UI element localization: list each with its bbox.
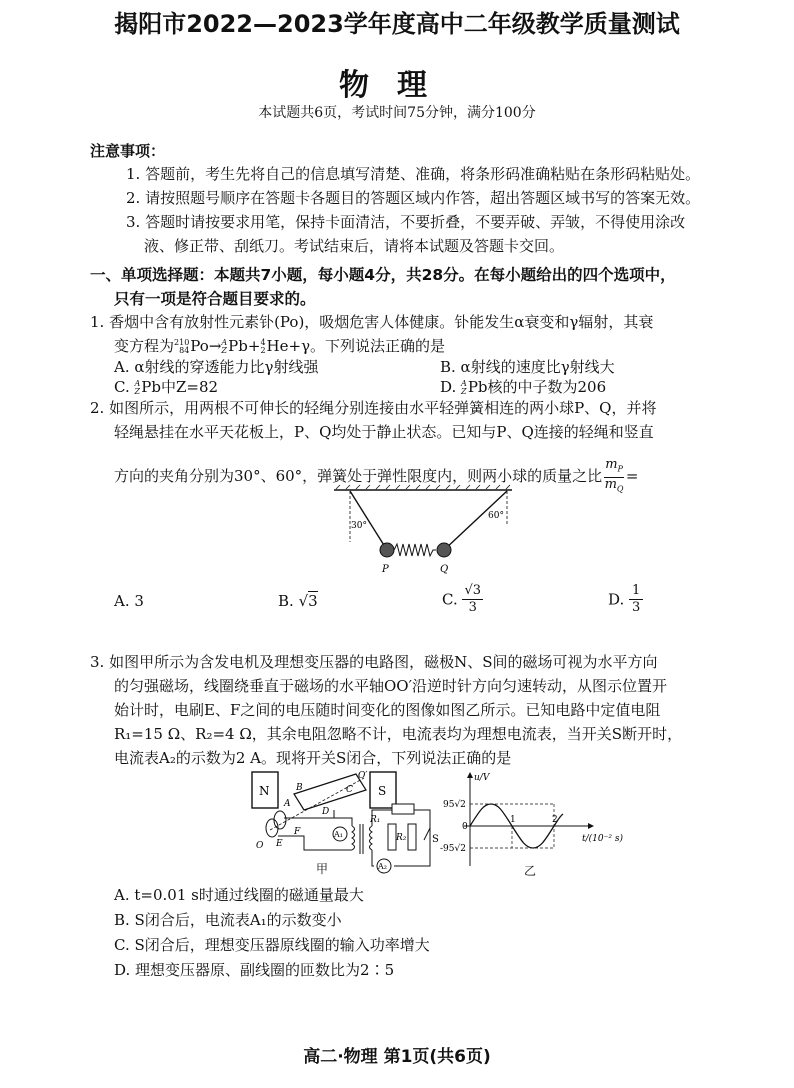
magnet-n-label: N bbox=[259, 784, 270, 798]
coil bbox=[294, 774, 366, 810]
q1-option-c: C. A ZPb中Z=82 bbox=[114, 378, 219, 396]
switch-s bbox=[424, 828, 430, 840]
angle-60-label: 60° bbox=[488, 511, 504, 521]
q3-stem-line5: 电流表A₂的示数为2 A。现将开关S闭合，下列说法正确的是 bbox=[114, 749, 512, 767]
ball-p bbox=[380, 543, 394, 557]
resistor-r2 bbox=[408, 824, 416, 850]
resistor-r1-top bbox=[392, 804, 414, 814]
y-axis-arrow bbox=[467, 772, 473, 778]
label-switch: S bbox=[432, 834, 439, 845]
label-r2: R₂ bbox=[396, 833, 407, 843]
label-b: B bbox=[296, 783, 303, 793]
q1-option-d: D. A ZPb核的中子数为206 bbox=[440, 378, 607, 396]
q3-stem-line3: 始计时，电刷E、F之间的电压随时间变化的图像如图乙所示。已知电路中定值电阻 bbox=[114, 701, 661, 719]
primary-coil bbox=[352, 826, 355, 850]
label-q: Q bbox=[440, 564, 449, 575]
slip-ring-2 bbox=[266, 819, 278, 837]
q2-figure bbox=[330, 484, 520, 580]
q3-figure-voltage-graph bbox=[440, 770, 640, 874]
wire-primary-top bbox=[334, 818, 352, 826]
q1-option-b: B. α射线的速度比γ射线大 bbox=[440, 358, 615, 376]
secondary-coil bbox=[370, 826, 373, 850]
graph-xlabel: t/(10⁻² s) bbox=[582, 834, 623, 844]
label-f: F bbox=[294, 827, 301, 837]
x-axis-arrow bbox=[588, 823, 594, 829]
q3-stem-line2: 的匀强磁场，线圈绕垂直于磁场的水平轴OO′沿逆时针方向匀速转动，从图示位置开 bbox=[114, 677, 668, 695]
notice-item-1: 1. 答题前，考生先将自己的信息填写清楚、准确，将条形码准确粘贴在条形码粘贴处。 bbox=[126, 165, 701, 183]
angle-30-label: 30° bbox=[351, 521, 367, 531]
ammeter-a1-label: A₁ bbox=[334, 830, 343, 839]
graph-zero: 0 bbox=[462, 822, 468, 832]
resistor-r1 bbox=[388, 824, 396, 850]
q1-stem-line2: 变方程为210 84Po→A ZPb+4 2He+γ。下列说法正确的是 bbox=[114, 337, 446, 355]
label-o: O bbox=[256, 841, 264, 851]
q2-mass-ratio: $\frac{m_P}{m_Q}$ bbox=[604, 457, 624, 494]
magnet-s-label: S bbox=[378, 784, 387, 798]
label-o-prime: O′ bbox=[358, 771, 368, 781]
slip-ring-1 bbox=[274, 811, 286, 829]
figure-jia-caption: 甲 bbox=[316, 862, 329, 876]
q2-option-c: C. $\frac{√3}{3}$ bbox=[442, 583, 482, 615]
q1-stem-line1: 1. 香烟中含有放射性元素钋(Po)，吸烟危害人体健康。钋能发生α衰变和γ辐射，其衰 bbox=[90, 313, 654, 331]
graph-ymin: -95√2 bbox=[440, 844, 466, 854]
q3-figure-generator bbox=[244, 770, 444, 878]
notice-heading: 注意事项： bbox=[90, 142, 166, 160]
q1-equation: 210 84Po→A ZPb+4 2He+γ。下列说法正确的是 bbox=[174, 337, 446, 355]
notice-item-3-cont: 液、修正带、刮纸刀。考试结束后，请将本试题及答题卡交回。 bbox=[144, 237, 565, 255]
q3-option-b: B. S闭合后，电流表A₁的示数变小 bbox=[114, 911, 342, 929]
q2-option-a: A. 3 bbox=[114, 592, 144, 610]
exam-info: 本试题共6页，考试时间75分钟，满分100分 bbox=[258, 105, 536, 121]
wire-secondary-low bbox=[372, 850, 374, 866]
label-e: E bbox=[276, 839, 283, 849]
page-footer: 高二·物理 第1页(共6页) bbox=[303, 1047, 491, 1067]
q3-option-a: A. t=0.01 s时通过线圈的磁通量最大 bbox=[114, 886, 364, 904]
label-r1: R₁ bbox=[370, 815, 381, 825]
subject-title: 物理 bbox=[339, 68, 455, 103]
graph-ylabel: u/V bbox=[474, 773, 490, 783]
notice-item-2: 2. 请按照题号顺序在答题卡各题目的答题区域内作答，超出答题区域书写的答案无效。 bbox=[126, 189, 701, 207]
q2-stem-line3: 方向的夹角分别为30°、60°，弹簧处于弹性限度内，则两小球的质量之比 $\frac{m_P}{m_Q}$ = bbox=[114, 458, 638, 496]
ammeter-a2-label: A₂ bbox=[378, 862, 387, 871]
notice-item-3: 3. 答题时请按要求用笔，保持卡面清洁，不要折叠，不要弄破、弄皱，不得使用涂改 bbox=[126, 213, 686, 231]
q3-option-d: D. 理想变压器原、副线圈的匝数比为2∶5 bbox=[114, 961, 395, 979]
figure-yi-caption: 乙 bbox=[524, 864, 537, 878]
label-p: P bbox=[382, 564, 389, 575]
ceiling-hatch bbox=[336, 485, 510, 489]
q2-option-b: B. √3 bbox=[278, 592, 318, 610]
section-heading-cont: 只有一项是符合题目要求的。 bbox=[114, 290, 316, 308]
section-heading: 一、单项选择题：本题共7小题，每小题4分，共28分。在每小题给出的四个选项中， bbox=[90, 266, 676, 284]
graph-tick-1: 1 bbox=[510, 815, 516, 825]
exam-title: 揭阳市2022—2023学年度高中二年级教学质量测试 bbox=[114, 10, 680, 38]
ball-q bbox=[437, 543, 451, 557]
q2-stem-line2: 轻绳悬挂在水平天花板上，P、Q均处于静止状态。已知与P、Q连接的轻绳和竖直 bbox=[114, 423, 654, 441]
q3-stem-line4: R₁=15 Ω、R₂=4 Ω，其余电阻忽略不计，电流表均为理想电流表，当开关S断开时， bbox=[114, 725, 683, 743]
label-d: D bbox=[322, 807, 330, 817]
label-a: A bbox=[284, 799, 291, 809]
q3-option-c: C. S闭合后，理想变压器原线圈的输入功率增大 bbox=[114, 936, 430, 954]
q2-option-d: D. $\frac{1}{3}$ bbox=[608, 583, 643, 616]
q1-option-a: A. α射线的穿透能力比γ射线强 bbox=[114, 358, 319, 376]
q3-stem-line1: 3. 如图甲所示为含发电机及理想变压器的电路图，磁极N、S间的磁场可视为水平方向 bbox=[90, 653, 658, 671]
graph-ymax: 95√2 bbox=[443, 800, 466, 810]
spring bbox=[394, 544, 436, 556]
label-c: C bbox=[346, 785, 353, 795]
sqrt-sign: √ bbox=[298, 592, 309, 610]
q2-stem-line1: 2. 如图所示，用两根不可伸长的轻绳分别连接由水平轻弹簧相连的两小球P、Q，并将 bbox=[90, 399, 657, 417]
graph-tick-2: 2 bbox=[552, 815, 558, 825]
